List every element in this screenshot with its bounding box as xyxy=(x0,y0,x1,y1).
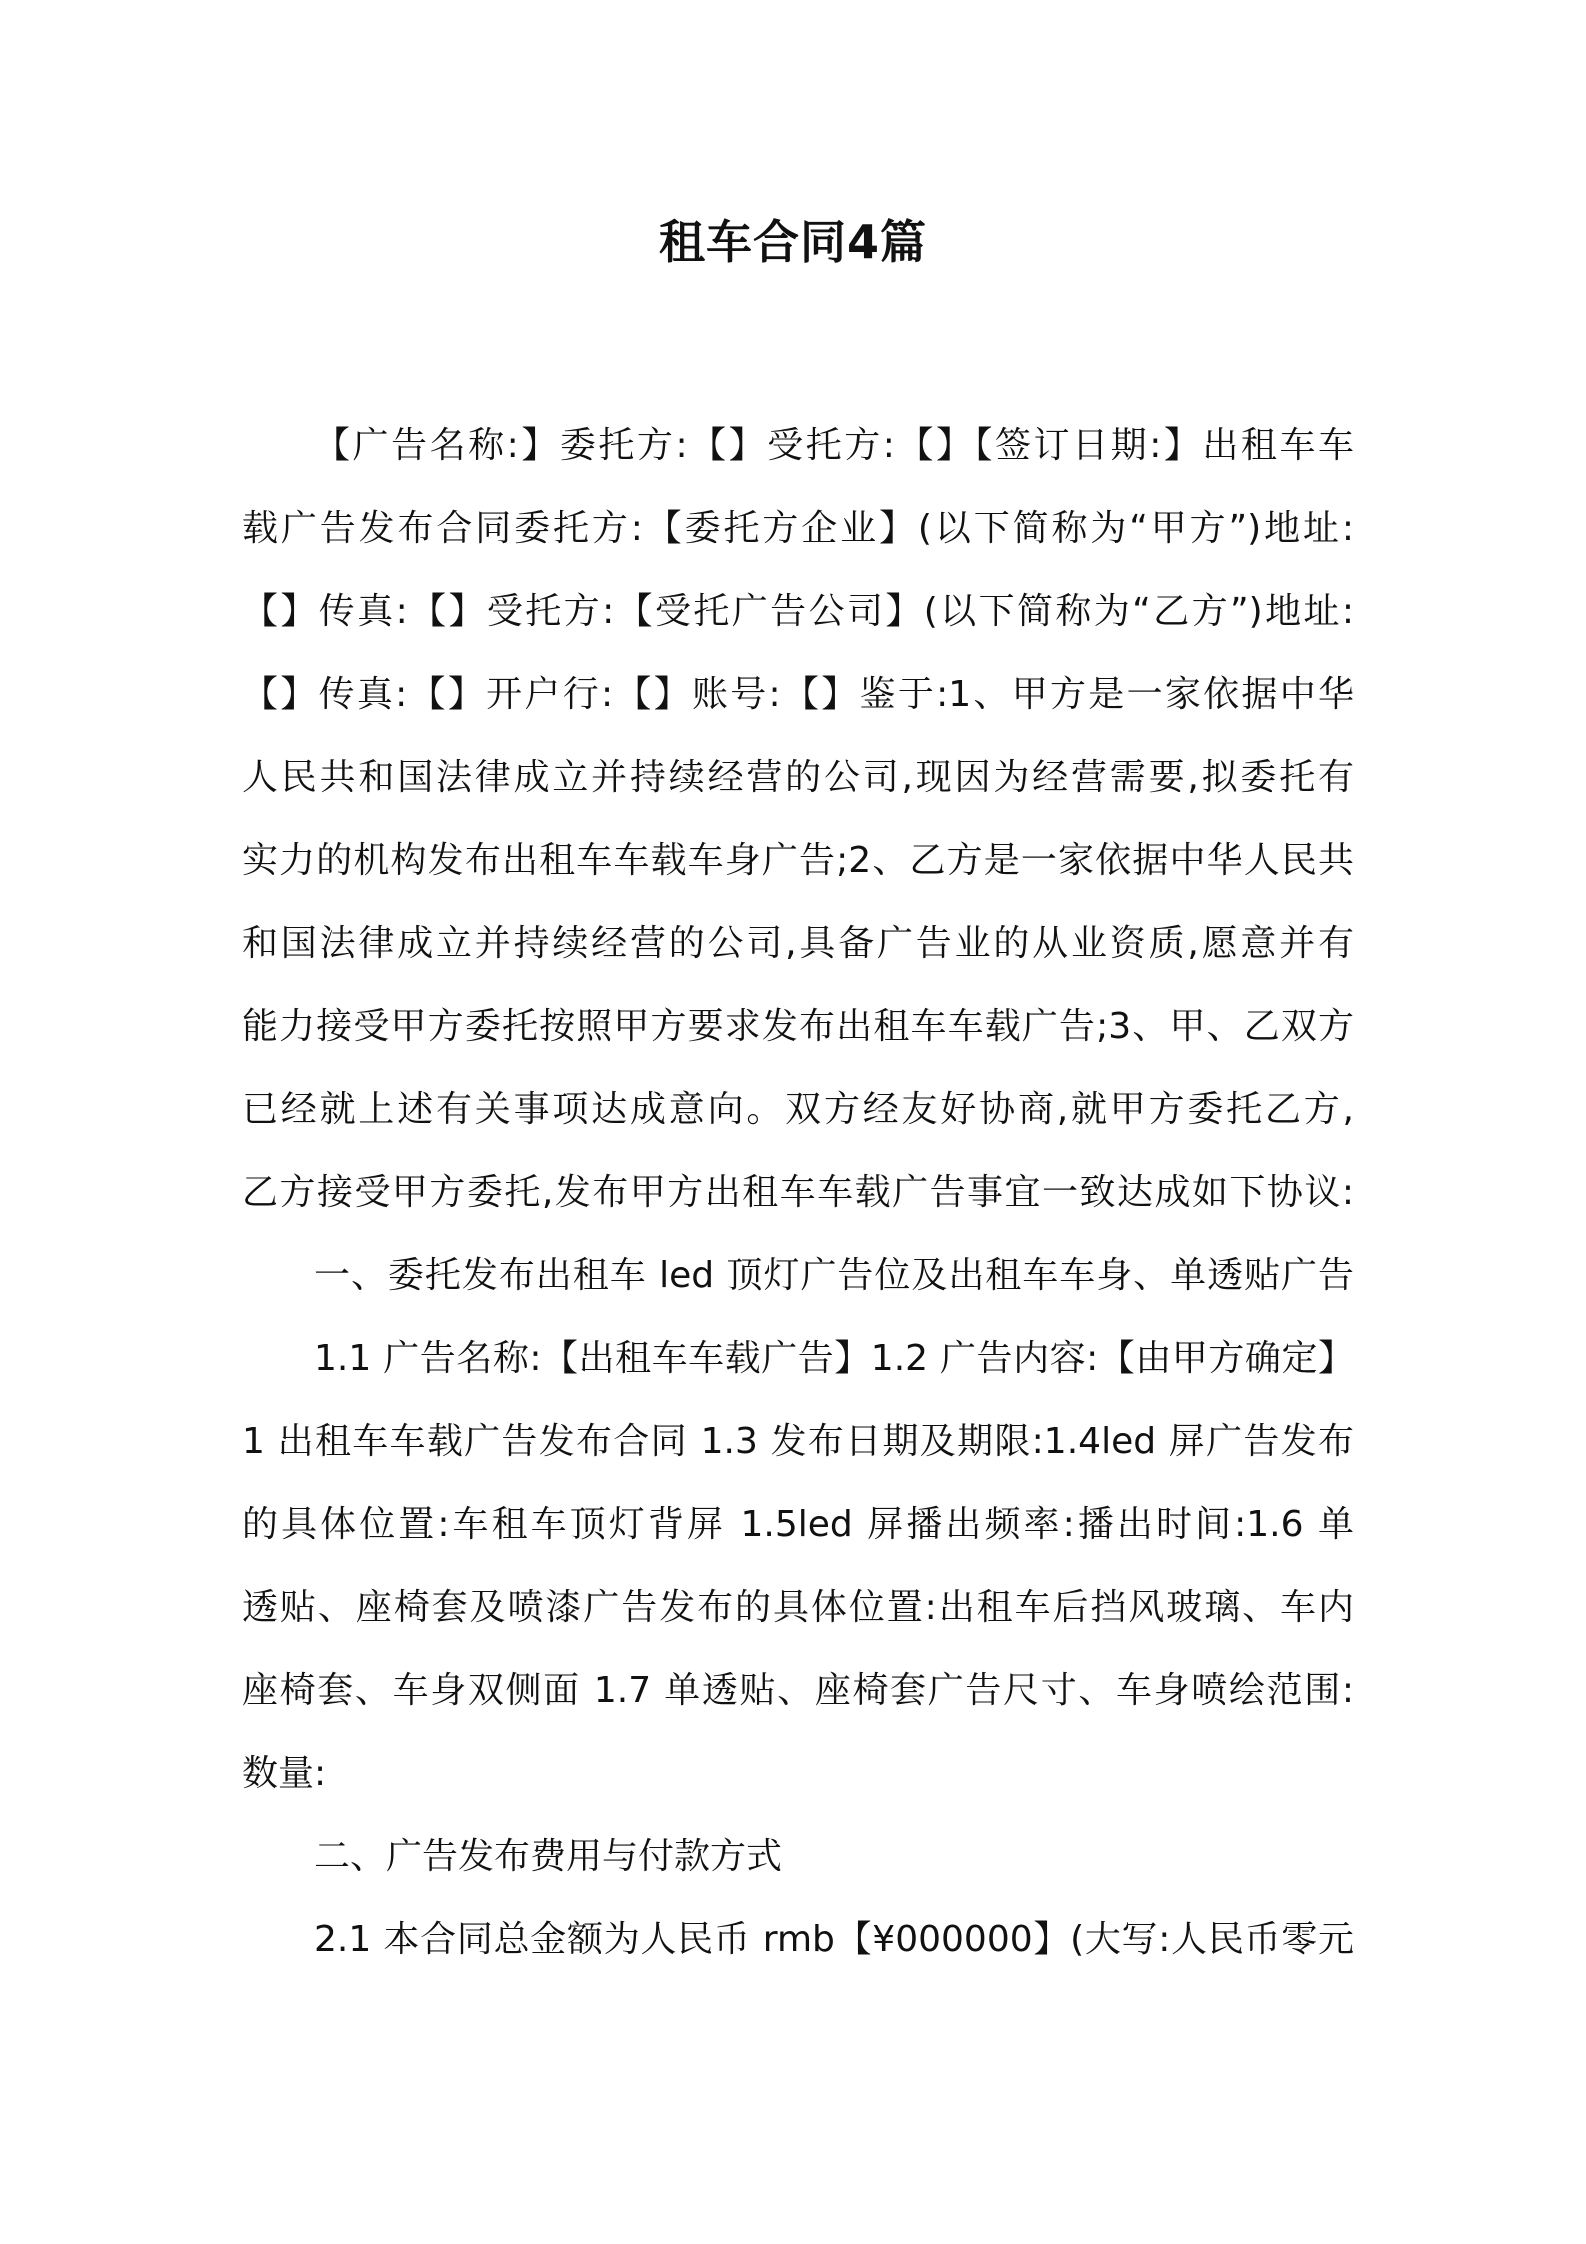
body-line-8: 能力接受甲方委托按照甲方要求发布出租车车载广告;3、甲、乙双方 xyxy=(242,1006,1354,1047)
body-line-6: 实力的机构发布出租车车载车身广告;2、乙方是一家依据中华人民共 xyxy=(242,840,1354,881)
document-body xyxy=(242,404,1354,1981)
section-heading-1: 一、委托发布出租车 led 顶灯广告位及出租车车身、单透贴广告 xyxy=(314,1255,1354,1296)
body-line-13: 1 出租车车载广告发布合同 1.3 发布日期及期限:1.4led 屏广告发布 xyxy=(242,1421,1354,1462)
section-heading-2: 二、广告发布费用与付款方式 xyxy=(314,1836,783,1877)
body-line-14: 的具体位置:车租车顶灯背屏 1.5led 屏播出频率:播出时间:1.6 单 xyxy=(242,1504,1354,1545)
body-line-10: 乙方接受甲方委托,发布甲方出租车车载广告事宜一致达成如下协议: xyxy=(242,1172,1354,1213)
body-line-19: 2.1 本合同总金额为人民币 rmb【¥000000】(大写:人民币零元 xyxy=(314,1919,1354,1960)
body-line-17: 数量: xyxy=(242,1753,327,1794)
body-line-1: 【广告名称:】委托方:【】受托方:【】【签订日期:】出租车车 xyxy=(314,425,1354,466)
body-line-15: 透贴、座椅套及喷漆广告发布的具体位置:出租车后挡风玻璃、车内 xyxy=(242,1587,1354,1628)
body-line-9: 已经就上述有关事项达成意向。双方经友好协商,就甲方委托乙方, xyxy=(242,1089,1354,1130)
body-line-16: 座椅套、车身双侧面 1.7 单透贴、座椅套广告尺寸、车身喷绘范围: xyxy=(242,1670,1354,1711)
body-line-3: 【】传真:【】受托方:【受托广告公司】(以下简称为“乙方”)地址: xyxy=(242,591,1354,632)
body-line-4: 【】传真:【】开户行:【】账号:【】鉴于:1、甲方是一家依据中华 xyxy=(242,674,1354,715)
body-line-7: 和国法律成立并持续经营的公司,具备广告业的从业资质,愿意并有 xyxy=(242,923,1354,964)
body-line-5: 人民共和国法律成立并持续经营的公司,现因为经营需要,拟委托有 xyxy=(242,757,1354,798)
body-line-12: 1.1 广告名称:【出租车车载广告】1.2 广告内容:【由甲方确定】 xyxy=(314,1338,1354,1379)
body-line-2: 载广告发布合同委托方:【委托方企业】(以下简称为“甲方”)地址: xyxy=(242,508,1354,549)
document-title: 租车合同4篇 xyxy=(658,215,927,269)
